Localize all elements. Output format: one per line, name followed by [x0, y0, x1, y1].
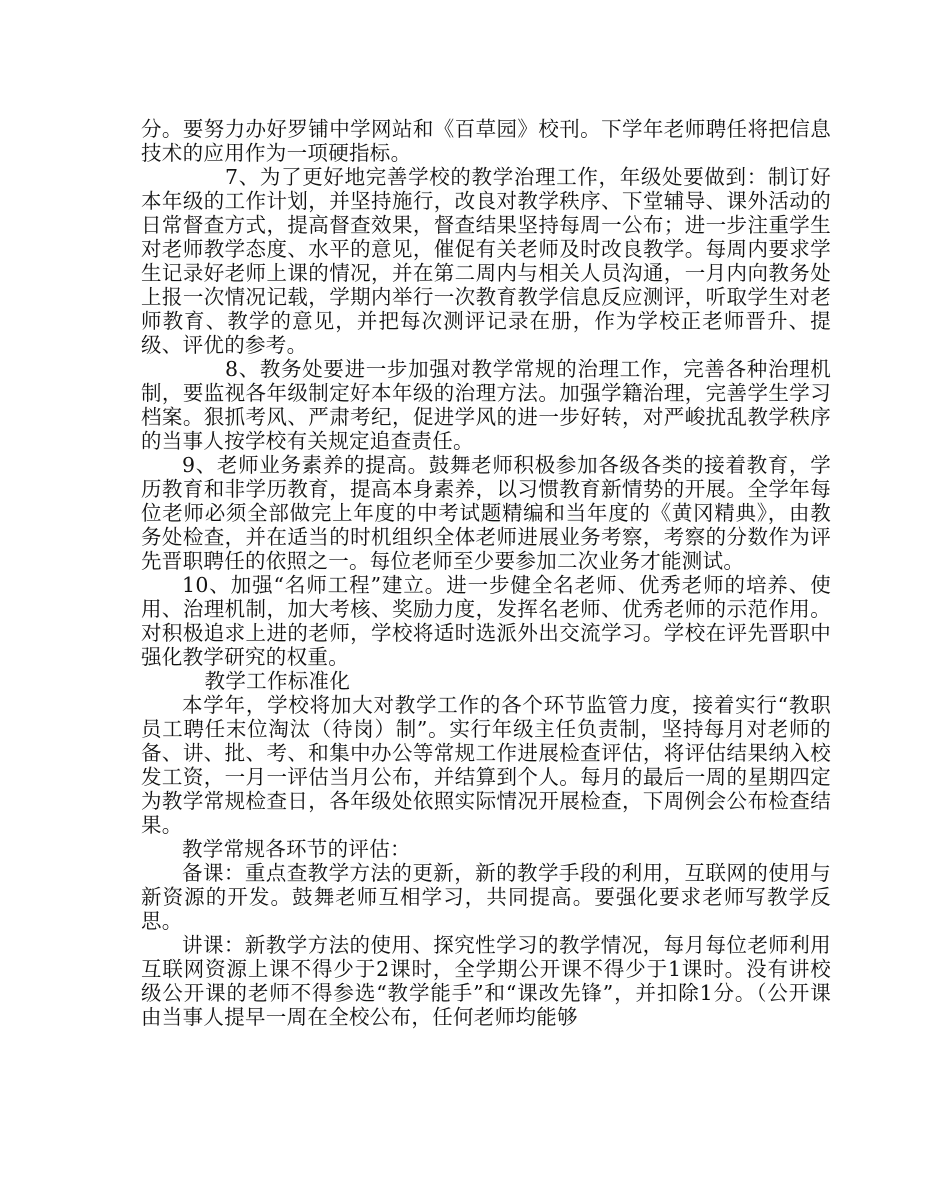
- paragraph-continuation: 分。要努力办好罗铺中学网站和《百草园》校刊。下学年老师聘任将把信息技术的应用作为一项硬指标。: [141, 117, 831, 165]
- paragraph-item-8: 8、教务处要进一步加强对教学常规的治理工作，完善各种治理机制，要监视各年级制定好本年级的治理方法。加强学籍治理，完善学生学习档案。狠抓考风、严肃考纪，促进学风的进一步好转，对严峻扰乱教学秩序的当事人按学校有关规定追查责任。: [141, 357, 831, 453]
- paragraph-intro: 本学年，学校将加大对教学工作的各个环节监管力度，接着实行“教职员工聘任末位淘汰（待岗）制”。实行年级主任负责制，坚持每月对老师的备、讲、批、考、和集中办公等常规工作进展检查评估，将评估结果纳入校发工资，一月一评估当月公布，并结算到个人。每月的最后一周的星期四定为教学常规检查日，各年级处依照实际情况开展检查，下周例会公布检查结果。: [141, 693, 831, 837]
- paragraph-lecture: 讲课：新教学方法的使用、探究性学习的教学情况，每月每位老师利用互联网资源上课不得少于2课时，全学期公开课不得少于1课时。没有讲校级公开课的老师不得参选“教学能手”和“课改先锋”，并扣除1分。（公开课由当事人提早一周在全校公布，任何老师均能够: [141, 933, 831, 1029]
- paragraph-eval-heading: 教学常规各环节的评估：: [182, 837, 411, 861]
- paragraph-item-9: 9、老师业务素养的提高。鼓舞老师积极参加各级各类的接着教育，学历教育和非学历教育，提高本身素养，以习惯教育新情势的开展。全学年每位老师必须全部做完上年度的中考试题精编和当年度的《黄冈精典》，由教务处检查，并在适当的时机组织全体老师进展业务考察，考察的分数作为评先晋职聘任的依照之一。每位老师至少要参加二次业务才能测试。: [141, 453, 831, 573]
- document-page: [141, 117, 831, 1029]
- section-heading: 教学工作标准化: [204, 669, 351, 693]
- paragraph-item-7: 7、为了更好地完善学校的教学治理工作，年级处要做到：制订好本年级的工作计划，并坚持施行，改良对教学秩序、下堂辅导、课外活动的日常督查方式，提高督查效果，督查结果坚持每周一公布；进一步注重学生对老师教学态度、水平的意见，催促有关老师及时改良教学。每周内要求学生记录好老师上课的情况，并在第二周内与相关人员沟通，一月内向教务处上报一次情况记载，学期内举行一次教育教学信息反应测评，听取学生对老师教育、教学的意见，并把每次测评记录在册，作为学校正老师晋升、提级、评优的参考。: [141, 165, 831, 357]
- paragraph-lesson-prep: 备课：重点查教学方法的更新，新的教学手段的利用，互联网的使用与新资源的开发。鼓舞老师互相学习，共同提高。要强化要求老师写教学反思。: [141, 861, 831, 933]
- paragraph-item-10: 10、加强“名师工程”建立。进一步健全名老师、优秀老师的培养、使用、治理机制，加大考核、奖励力度，发挥名老师、优秀老师的示范作用。对积极追求上进的老师，学校将适时选派外出交流学习。学校在评先晋职中强化教学研究的权重。: [141, 573, 831, 669]
